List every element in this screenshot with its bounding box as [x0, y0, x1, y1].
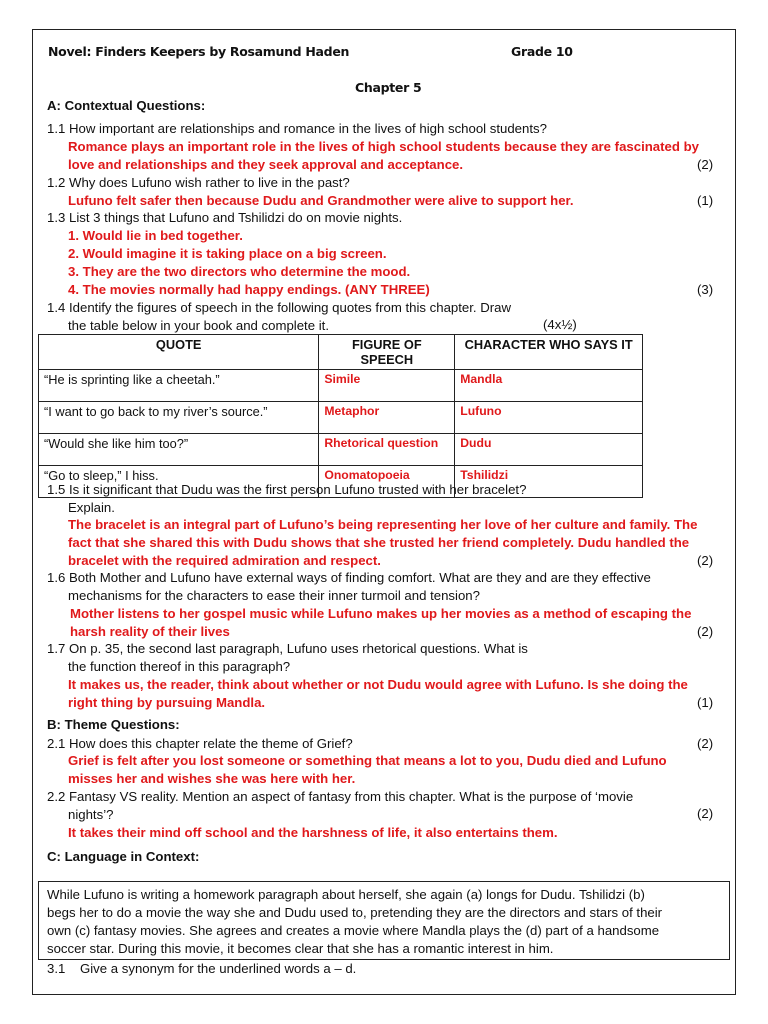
- table-row: [39, 434, 643, 466]
- passage-line: soccer star. During this movie, it becomes clear that she has a romantic interest in him.: [47, 941, 554, 956]
- question-1-7-line1: 1.7 On p. 35, the second last paragraph, Lufuno uses rhetorical questions. What is: [47, 641, 528, 656]
- answer-1-1-line1: Romance plays an important role in the lives of high school students because they are fascinated by: [68, 139, 699, 154]
- table-row: [39, 402, 643, 434]
- question-2-2-line2: nights’?: [68, 807, 114, 822]
- section-c-title: C: Language in Context:: [47, 849, 200, 864]
- table-header-figure: FIGURE OF SPEECH: [319, 335, 455, 370]
- answer-2-1-line1: Grief is felt after you lost someone or something that means a lot to you, Dudu died and Lufuno: [68, 753, 667, 768]
- answer-1-6-line1: Mother listens to her gospel music while Lufuno makes up her movies as a method of escaping the: [70, 606, 692, 621]
- passage-line: begs her to do a movie the way she and Dudu used to, pretending they are the directors and stars of their: [47, 905, 663, 920]
- table-cell-character: Dudu: [455, 434, 643, 466]
- answer-1-5-line3: bracelet with the required admiration and respect.: [68, 553, 381, 568]
- section-b-title: B: Theme Questions:: [47, 717, 180, 732]
- marks-1-5: (2): [697, 553, 714, 568]
- passage-line: While Lufuno is writing a homework paragraph about herself, she again (a) longs for Dudu. Tshilidzi (b): [47, 887, 645, 902]
- language-passage-box: [38, 881, 730, 960]
- marks-1-1: (2): [697, 157, 714, 172]
- table-cell-figure: Onomatopoeia: [319, 466, 455, 498]
- answer-1-7-line1: It makes us, the reader, think about whether or not Dudu would agree with Lufuno. Is she doing the: [68, 677, 688, 692]
- answer-1-6-line2: harsh reality of their lives: [70, 624, 230, 639]
- answer-1-5-line1: The bracelet is an integral part of Lufuno’s being representing her love of her culture and family. The: [68, 517, 698, 532]
- table-cell-figure: Metaphor: [319, 402, 455, 434]
- answer-1-7-line2: right thing by pursuing Mandla.: [68, 695, 266, 710]
- question-1-3: 1.3 List 3 things that Lufuno and Tshilidzi do on movie nights.: [47, 210, 403, 225]
- marks-1-3: (3): [697, 282, 714, 297]
- table-cell-figure: Rhetorical question: [319, 434, 455, 466]
- question-1-1: 1.1 How important are relationships and romance in the lives of high school students?: [47, 121, 547, 136]
- table-cell-quote: “Go to sleep,” I hiss.: [39, 466, 319, 498]
- figures-of-speech-table: [38, 334, 643, 498]
- question-2-2-line1: 2.2 Fantasy VS reality. Mention an aspect of fantasy from this chapter. What is the purpose of ‘movie: [47, 789, 634, 804]
- question-1-7-line2: the function thereof in this paragraph?: [68, 659, 291, 674]
- table-header-character: CHARACTER WHO SAYS IT: [455, 335, 643, 370]
- novel-title: Novel: Finders Keepers by Rosamund Haden: [48, 44, 350, 59]
- question-1-5-line1: 1.5 Is it significant that Dudu was the first person Lufuno trusted with her bracelet?: [47, 482, 527, 497]
- chapter-title: Chapter 5: [355, 80, 422, 95]
- answer-1-2: Lufuno felt safer then because Dudu and Grandmother were alive to support her.: [68, 193, 574, 208]
- table-cell-quote: “I want to go back to my river’s source.”: [39, 402, 319, 434]
- table-cell-character: Lufuno: [455, 402, 643, 434]
- answer-1-3-item2: 2. Would imagine it is taking place on a big screen.: [68, 246, 387, 261]
- question-1-4-line2: the table below in your book and complete it.: [68, 318, 329, 333]
- passage-line: own (c) fantasy movies. She agrees and creates a movie where Mandla plays the (d) part of a handsome: [47, 923, 660, 938]
- table-header-row: [39, 335, 643, 370]
- marks-2-2: (2): [697, 806, 714, 821]
- answer-1-5-line2: fact that she shared this with Dudu shows that she trusted her friend completely. Dudu handled the: [68, 535, 690, 550]
- marks-1-6: (2): [697, 624, 714, 639]
- table-cell-quote: “He is sprinting like a cheetah.”: [39, 370, 319, 402]
- marks-2-1: (2): [697, 736, 714, 751]
- table-cell-quote: “Would she like him too?”: [39, 434, 319, 466]
- question-3-1: 3.1 Give a synonym for the underlined words a – d.: [47, 961, 357, 976]
- section-a-title: A: Contextual Questions:: [47, 98, 206, 113]
- question-1-6-line2: mechanisms for the characters to ease their inner turmoil and tension?: [68, 588, 480, 603]
- answer-1-3-item1: 1. Would lie in bed together.: [68, 228, 243, 243]
- table-cell-character: Tshilidzi: [455, 466, 643, 498]
- answer-1-1-line2: love and relationships and they seek approval and acceptance.: [68, 157, 464, 172]
- answer-1-3-item3: 3. They are the two directors who determine the mood.: [68, 264, 411, 279]
- question-1-4-line1: 1.4 Identify the figures of speech in the following quotes from this chapter. Draw: [47, 300, 512, 315]
- answer-2-2: It takes their mind off school and the harshness of life, it also entertains them.: [68, 825, 558, 840]
- question-1-5-line2: Explain.: [68, 500, 115, 515]
- question-1-6-line1: 1.6 Both Mother and Lufuno have external ways of finding comfort. What are they and are they effective: [47, 570, 651, 585]
- question-1-2: 1.2 Why does Lufuno wish rather to live in the past?: [47, 175, 350, 190]
- marks-1-2: (1): [697, 193, 714, 208]
- marks-1-4: (4x½): [543, 317, 577, 332]
- question-2-1: 2.1 How does this chapter relate the theme of Grief?: [47, 736, 353, 751]
- grade-label: Grade 10: [511, 44, 573, 59]
- table-row: [39, 370, 643, 402]
- table-cell-figure: Simile: [319, 370, 455, 402]
- table-cell-character: Mandla: [455, 370, 643, 402]
- answer-1-3-item4: 4. The movies normally had happy endings. (ANY THREE): [68, 282, 430, 297]
- marks-1-7: (1): [697, 695, 714, 710]
- answer-2-1-line2: misses her and wishes she was here with her.: [68, 771, 356, 786]
- table-header-quote: QUOTE: [39, 335, 319, 370]
